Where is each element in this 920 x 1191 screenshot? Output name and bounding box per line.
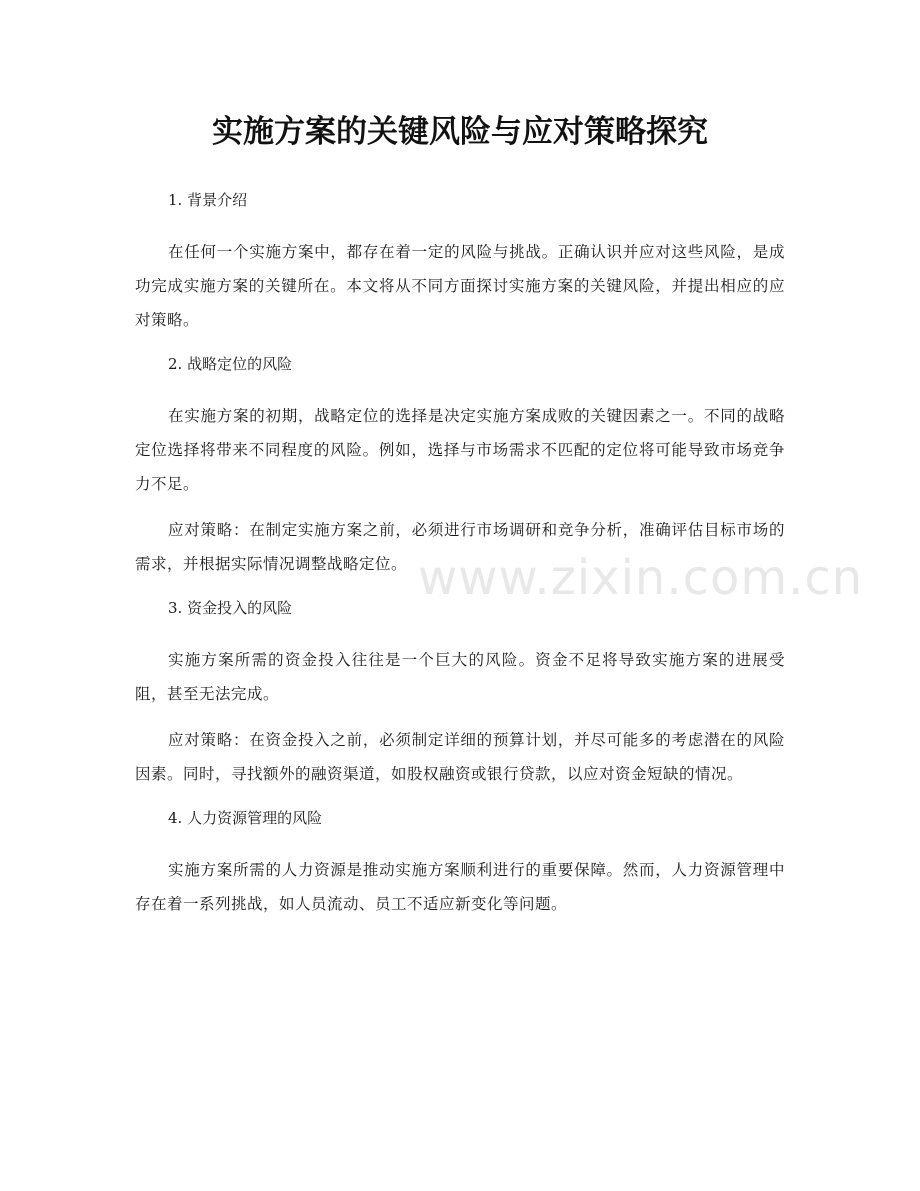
- section-funding-risk: [135, 593, 785, 791]
- paragraph: 实施方案所需的人力资源是推动实施方案顺利进行的重要保障。然而，人力资源管理中存在着一系列挑战，如人员流动、员工不适应新变化等问题。: [135, 861, 785, 913]
- paragraph: 应对策略：在制定实施方案之前，必须进行市场调研和竞争分析，准确评估目标市场的需求，并根据实际情况调整战略定位。: [135, 521, 785, 573]
- section-strategy-risk: [135, 349, 785, 581]
- document-body: [135, 185, 785, 933]
- section-heading: 2. 战略定位的风险: [168, 355, 293, 373]
- document-title: 实施方案的关键风险与应对策略探究: [212, 114, 708, 150]
- paragraph: 在任何一个实施方案中，都存在着一定的风险与挑战。正确认识并应对这些风险，是成功完成实施方案的关键所在。本文将从不同方面探讨实施方案的关键风险，并提出相应的应对策略。: [135, 243, 785, 329]
- section-heading: 4. 人力资源管理的风险: [168, 809, 323, 827]
- paragraph: 应对策略：在资金投入之前，必须制定详细的预算计划，并尽可能多的考虑潜在的风险因素。同时，寻找额外的融资渠道，如股权融资或银行贷款，以应对资金短缺的情况。: [135, 731, 785, 783]
- watermark: www.zixin.com.cn: [418, 550, 864, 606]
- section-heading: 1. 背景介绍: [168, 191, 248, 209]
- section-hr-risk: [135, 803, 785, 921]
- section-background: [135, 185, 785, 337]
- paragraph: 实施方案所需的资金投入往往是一个巨大的风险。资金不足将导致实施方案的进展受阻，甚至无法完成。: [135, 651, 785, 703]
- section-heading: 3. 资金投入的风险: [168, 599, 293, 617]
- paragraph: 在实施方案的初期，战略定位的选择是决定实施方案成败的关键因素之一。不同的战略定位选择将带来不同程度的风险。例如，选择与市场需求不匹配的定位将可能导致市场竞争力不足。: [135, 407, 785, 493]
